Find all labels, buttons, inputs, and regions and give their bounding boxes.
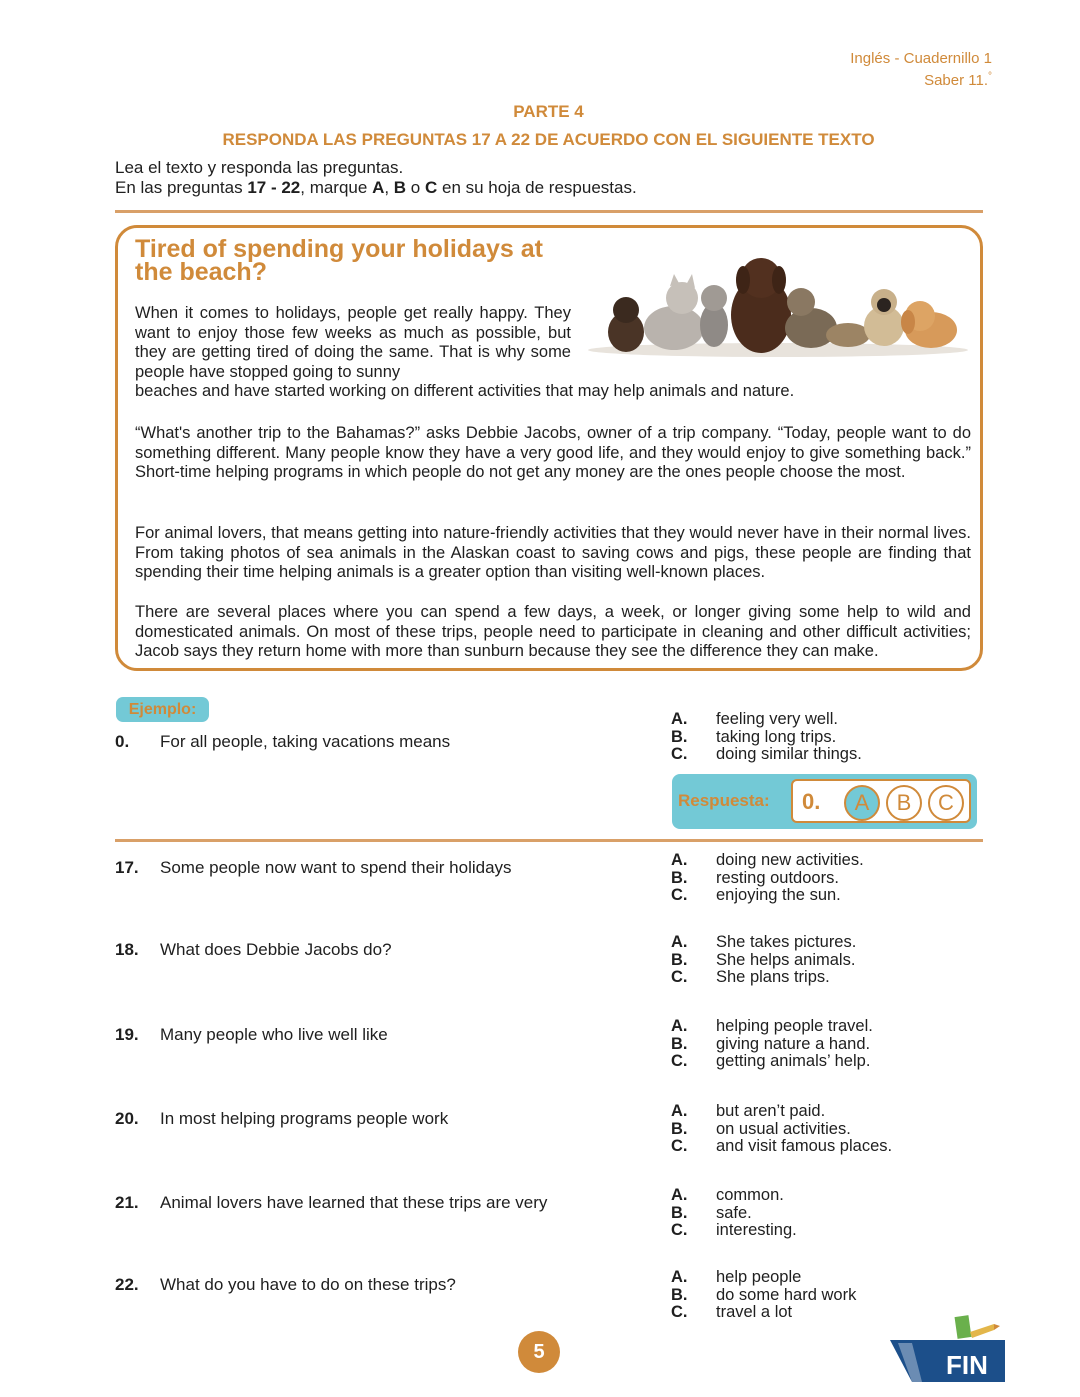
option-b (671, 1287, 856, 1305)
story-title: Tired of spending your holidays at the beach? (135, 235, 543, 286)
option-b (671, 729, 862, 747)
instructions-line-2 (115, 178, 637, 198)
option-text: She takes pictures. (716, 933, 857, 951)
option-text: and visit famous places. (716, 1137, 893, 1155)
fin-badge (890, 1310, 1005, 1385)
question-options (671, 1103, 892, 1156)
instr-text: , marque (300, 178, 373, 197)
question-options (671, 1187, 797, 1240)
option-letter: C. (671, 1303, 688, 1321)
option-text: She helps animals. (716, 950, 856, 969)
option-text: She plans trips. (716, 968, 830, 986)
option-b (671, 1205, 797, 1223)
instr-text: , (384, 178, 394, 197)
option-letter: B. (671, 727, 688, 746)
option-text: doing new activities. (716, 851, 864, 869)
booklet-subtitle (850, 68, 992, 90)
option-letter: B. (671, 1034, 688, 1053)
option-letter: A. (671, 851, 688, 869)
answer-number: 0. (802, 789, 821, 814)
option-text: help people (716, 1268, 802, 1286)
option-b (671, 1121, 892, 1139)
question-number: 20. (115, 1109, 139, 1128)
page-number: 5 (518, 1331, 560, 1373)
divider (115, 839, 983, 842)
question-number: 22. (115, 1275, 139, 1294)
option-a (671, 1187, 797, 1205)
question-number: 19. (115, 1025, 139, 1044)
option-letter: A. (671, 1017, 688, 1035)
story-paragraph-3: For animal lovers, that means getting into nature-friendly activities that they would never have in their normal lives. From taking photos of sea animals in the Alaskan coast to saving cows and pigs, these people are finding that spending their time helping animals is a greater option than visiting well-known places. (135, 524, 971, 581)
booklet-header (850, 50, 992, 90)
instructions (115, 158, 637, 198)
answer-bubble-a[interactable]: A (844, 785, 880, 821)
option-c (671, 746, 862, 764)
question-text: Many people who live well like (160, 1025, 388, 1044)
option-letter: C. (671, 1221, 688, 1239)
option-letter: C. (671, 745, 688, 763)
option-a (671, 852, 864, 870)
answer-label: Respuesta: (678, 791, 770, 810)
option-a (671, 934, 856, 952)
story-paragraph-2: “What's another trip to the Bahamas?” asks Debbie Jacobs, owner of a trip company. “Today, people want to do something different. Many people know they have a very good life, and they would enjoy to give something back.” Short-time helping programs in which people do not get any money are the ones people choose the most. (135, 424, 971, 481)
instructions-line-1: Lea el texto y responda las preguntas. (115, 158, 404, 177)
question-number: 21. (115, 1193, 139, 1212)
option-c (671, 1053, 873, 1071)
exam-name: Saber 11. (924, 72, 988, 89)
option-a (671, 1018, 873, 1036)
option-text: helping people travel. (716, 1017, 873, 1035)
question-number: 18. (115, 940, 139, 959)
option-letter: B. (671, 1203, 688, 1222)
option-b (671, 1036, 873, 1054)
option-text: doing similar things. (716, 745, 862, 763)
question-options (671, 852, 864, 905)
option-letter: A. (671, 1186, 688, 1204)
answer-sheet-row (791, 779, 971, 823)
question-text: Animal lovers have learned that these trips are very (160, 1193, 548, 1212)
option-letter: B. (671, 950, 688, 969)
option-text: but aren’t paid. (716, 1102, 826, 1120)
instr-text: o (406, 178, 425, 197)
option-a (671, 1269, 856, 1287)
instr-range: 17 - 22 (247, 178, 301, 197)
option-letter: B. (671, 868, 688, 887)
option-text: safe. (716, 1203, 752, 1222)
question-number: 17. (115, 858, 139, 877)
option-c (671, 1138, 892, 1156)
option-letter: A. (671, 1102, 688, 1120)
question-text: In most helping programs people work (160, 1109, 449, 1128)
instr-letter-c: C (424, 178, 438, 197)
example-question: For all people, taking vacations means (160, 732, 451, 751)
instr-letter-b: B (393, 178, 407, 197)
option-letter: A. (671, 933, 688, 951)
option-text: getting animals’ help. (716, 1052, 871, 1070)
option-text: common. (716, 1186, 784, 1204)
option-letter: C. (671, 1052, 688, 1070)
question-options (671, 1018, 873, 1071)
option-letter: A. (671, 710, 688, 728)
option-letter: C. (671, 1137, 688, 1155)
option-letter: A. (671, 1268, 688, 1286)
question-options (671, 1269, 856, 1322)
example-options (671, 711, 862, 764)
story-paragraph-4: There are several places where you can spend a few days, a week, or longer giving some help to wild and domesticated animals. On most of these trips, people need to participate in cleaning and other difficult activities; Jacob says they return home with more than sunburn because they see the difference they can make. (135, 603, 971, 660)
question-text: What does Debbie Jacobs do? (160, 940, 392, 959)
pencil-icon (955, 1315, 1000, 1339)
option-letter: B. (671, 1119, 688, 1138)
instr-text: En las preguntas (115, 178, 248, 197)
story-paragraph-1a: When it comes to holidays, people get really happy. They want to enjoy those few weeks as much as possible, but they are getting tired of doing the same. That is why some people have stopped going to sunny (135, 304, 571, 381)
option-text: taking long trips. (716, 727, 837, 746)
answer-example-box (672, 774, 977, 829)
answer-bubble-c[interactable]: C (928, 785, 964, 821)
option-letter: C. (671, 968, 688, 986)
section-instruction: RESPONDA LAS PREGUNTAS 17 A 22 DE ACUERDO CON EL SIGUIENTE TEXTO (222, 130, 875, 149)
option-c (671, 1222, 797, 1240)
option-text: do some hard work (716, 1285, 857, 1304)
degree-mark: ° (988, 71, 992, 82)
option-letter: C. (671, 886, 688, 904)
section-title: PARTE 4 (513, 102, 584, 121)
option-text: travel a lot (716, 1303, 793, 1321)
booklet-title: Inglés - Cuadernillo 1 (850, 50, 992, 67)
option-text: enjoying the sun. (716, 886, 841, 904)
example-number: 0. (115, 732, 130, 751)
option-a (671, 1103, 892, 1121)
option-text: on usual activities. (716, 1119, 851, 1138)
option-b (671, 952, 856, 970)
option-letter: B. (671, 1285, 688, 1304)
example-tag: Ejemplo: (116, 697, 209, 722)
option-text: feeling very well. (716, 710, 838, 728)
question-text: Some people now want to spend their holidays (160, 858, 512, 877)
option-a (671, 711, 862, 729)
option-c (671, 887, 864, 905)
option-c (671, 1304, 856, 1322)
question-text: What do you have to do on these trips? (160, 1275, 456, 1294)
option-b (671, 870, 864, 888)
option-c (671, 969, 856, 987)
divider (115, 210, 983, 213)
question-options (671, 934, 856, 987)
fin-label: FIN (946, 1350, 988, 1380)
option-text: resting outdoors. (716, 868, 839, 887)
instr-letter-a: A (372, 178, 385, 197)
pets-group-icon (586, 250, 971, 360)
answer-bubble-b[interactable]: B (886, 785, 922, 821)
option-text: giving nature a hand. (716, 1034, 871, 1053)
option-text: interesting. (716, 1221, 797, 1239)
instr-text: en su hoja de respuestas. (437, 178, 637, 197)
story-paragraph-1b: beaches and have started working on different activities that may help animals and nature. (135, 382, 795, 400)
